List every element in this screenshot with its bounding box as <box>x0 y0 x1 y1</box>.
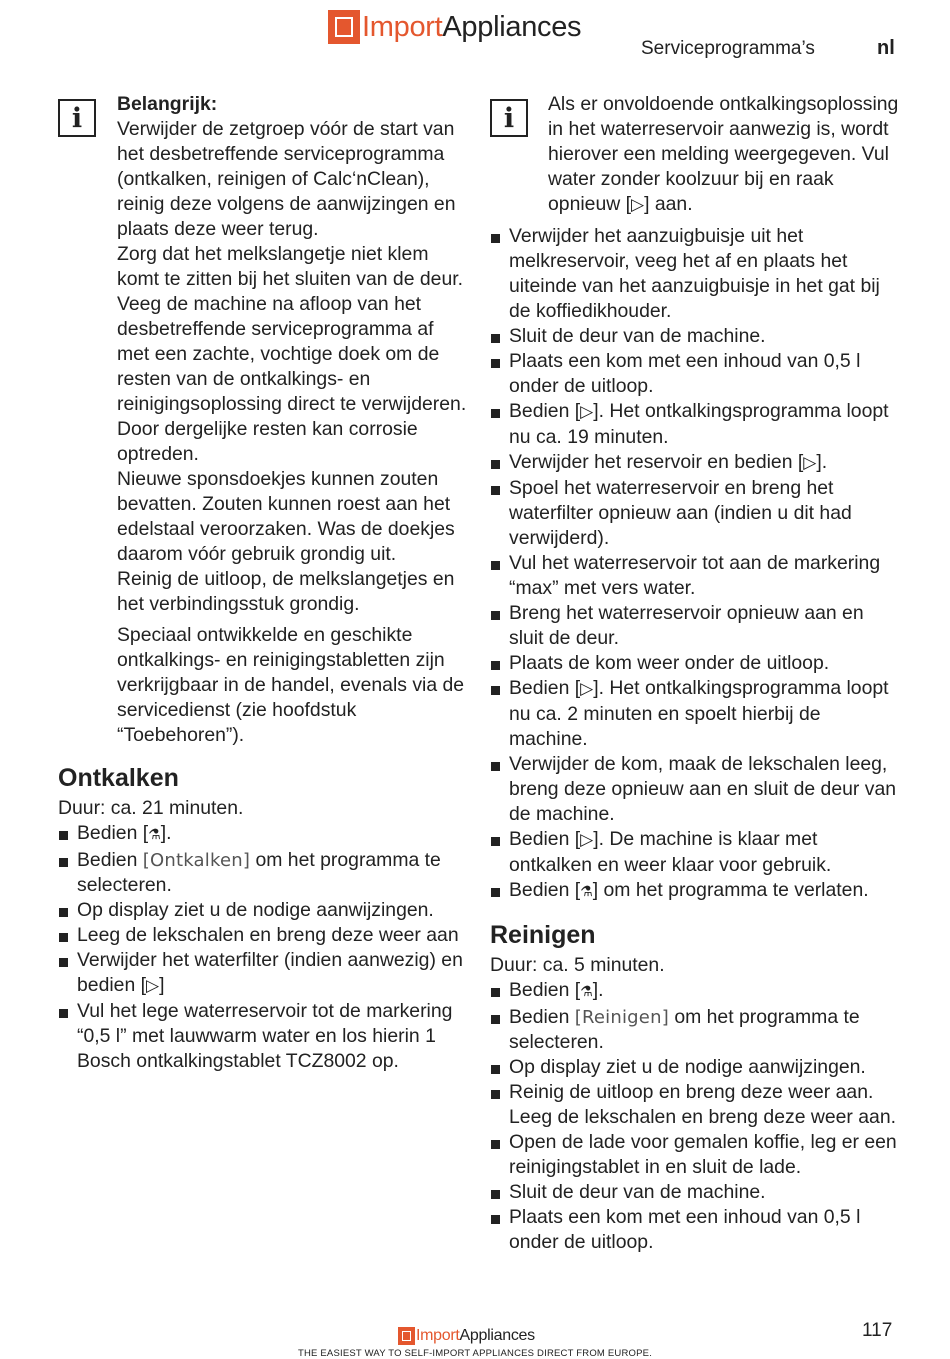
list-item: Verwijder het reservoir en bedien [▷]. <box>490 450 900 476</box>
list-item: Verwijder het aanzuigbuisje uit het melkreservoir, veeg het af en plaats het uiteinde van het aanzuigbuisje in het gat bij de koffiedikhouder. <box>490 224 900 324</box>
info-note <box>490 92 900 218</box>
duration-reinigen: Duur: ca. 5 minuten. <box>490 954 665 976</box>
reinigen-steps <box>490 978 900 1255</box>
start-icon: ▷ <box>803 453 817 473</box>
list-item: Plaats de kom weer onder de uitloop. <box>490 651 900 676</box>
note-paragraph: Verwijder de zetgroep vóór de start van het desbetreffende serviceprogramma (ontkalken, reinigen of Calc‘nClean), reinig deze volgens de aanwijzingen en plaats deze weer terug. <box>117 118 456 240</box>
logo-text: ImportAppliances <box>416 1327 535 1344</box>
note-title: Belangrijk: <box>117 93 218 115</box>
right-column <box>490 92 900 1255</box>
list-item: Bedien [Reinigen] om het programma te selecteren. <box>490 1005 900 1055</box>
list-item: Open de lade voor gemalen koffie, leg er een reinigingstablet in en sluit de lade. <box>490 1130 900 1180</box>
language-code: nl <box>877 37 895 59</box>
heading-reinigen: Reinigen <box>490 921 596 949</box>
list-item: Vul het waterreservoir tot aan de markering “max” met vers water. <box>490 551 900 601</box>
note-paragraph: Veeg de machine na afloop van het desbetreffende serviceprogramma af met een zachte, vochtige doek om de resten van de ontkalkings- en reinigingsoplossing direct te verwijderen. Door dergelijke resten kan corrosie optreden. <box>117 293 467 465</box>
start-icon: ▷ <box>631 195 645 215</box>
list-item: Reinig de uitloop en breng deze weer aan. Leeg de lekschalen en breng deze weer aan. <box>490 1080 900 1130</box>
list-item: Op display ziet u de nodige aanwijzingen. <box>58 898 468 923</box>
important-note <box>58 92 468 748</box>
header-logo <box>328 10 581 44</box>
list-item: Bedien [⚗]. <box>58 821 468 848</box>
list-item: Sluit de deur van de machine. <box>490 1180 900 1205</box>
list-item: Bedien [Ontkalken] om het programma te selecteren. <box>58 848 468 898</box>
list-item: Bedien [▷]. Het ontkalkingsprogramma loopt nu ca. 19 minuten. <box>490 399 900 450</box>
list-item: Spoel het waterreservoir en breng het waterfilter opnieuw aan (indien u dit had verwijderd). <box>490 476 900 551</box>
info-icon: i <box>58 99 96 137</box>
start-icon: ▷ <box>580 402 594 422</box>
section-title: Serviceprogramma’s <box>641 38 815 59</box>
ontkalken-steps <box>58 821 468 1074</box>
left-column <box>58 92 468 1074</box>
footer-tagline: THE EASIEST WAY TO SELF-IMPORT APPLIANCES DIRECT FROM EUROPE. <box>297 1348 653 1359</box>
page-number: 117 <box>862 1320 893 1341</box>
duration-ontkalken: Duur: ca. 21 minuten. <box>58 797 244 819</box>
list-item: Vul het lege waterreservoir tot de markering “0,5 l” met lauwwarm water en los hierin 1 Bosch ontkalkingstablet TCZ8002 op. <box>58 999 468 1074</box>
list-item: Breng het waterreservoir opnieuw aan en sluit de deur. <box>490 601 900 651</box>
note-paragraph: Reinig de uitloop, de melkslangetjes en het verbindingsstuk grondig. <box>117 568 455 615</box>
display-text: [Reinigen] <box>574 1007 669 1028</box>
list-item: Bedien [⚗]. <box>490 978 900 1005</box>
descale-icon: ⚗ <box>580 884 593 900</box>
logo-mark <box>398 1327 415 1345</box>
logo-mark <box>328 10 360 44</box>
list-item: Leeg de lekschalen en breng deze weer aan <box>58 923 468 948</box>
list-item: Op display ziet u de nodige aanwijzingen. <box>490 1055 900 1080</box>
note-paragraph: Als er onvoldoende ontkalkingsoplossing in het waterreservoir aanwezig is, wordt hierover een melding weergegeven. Vul water zonder koolzuur bij en raak opnieuw [▷] aan. <box>548 93 899 215</box>
info-icon: i <box>490 99 528 137</box>
descale-icon: ⚗ <box>148 827 161 843</box>
list-item: Verwijder de kom, maak de lekschalen leeg, breng deze opnieuw aan en sluit de deur van de machine. <box>490 752 900 827</box>
start-icon: ▷ <box>146 976 160 996</box>
display-text: [Ontkalken] <box>142 850 251 871</box>
footer-logo <box>398 1327 535 1345</box>
start-icon: ▷ <box>580 830 594 850</box>
list-item: Bedien [⚗] om het programma te verlaten. <box>490 878 900 905</box>
list-item: Plaats een kom met een inhoud van 0,5 l onder de uitloop. <box>490 1205 900 1255</box>
logo-text: ImportAppliances <box>362 10 582 43</box>
list-item: Bedien [▷]. Het ontkalkingsprogramma loopt nu ca. 2 minuten en spoelt hierbij de machine. <box>490 676 900 752</box>
heading-ontkalken: Ontkalken <box>58 764 179 792</box>
list-item: Bedien [▷]. De machine is klaar met ontkalken en weer klaar voor gebruik. <box>490 827 900 878</box>
note-extra: Speciaal ontwikkelde en geschikte ontkalkings- en reinigingstabletten zijn verkrijgbaar in de handel, evenals via de servicedienst (zie hoofdstuk “Toebehoren”). <box>117 624 465 746</box>
note-paragraph: Nieuwe sponsdoekjes kunnen zouten bevatten. Zouten kunnen roest aan het edelstaal veroorzaken. Was de doekjes daarom vóór gebruik grondig uit. <box>117 468 455 565</box>
start-icon: ▷ <box>580 679 594 699</box>
descale-icon: ⚗ <box>580 984 593 1000</box>
descale-steps <box>490 224 900 905</box>
list-item: Sluit de deur van de machine. <box>490 324 900 349</box>
note-paragraph: Zorg dat het melkslangetje niet klem komt te zitten bij het sluiten van de deur. <box>117 243 464 290</box>
list-item: Verwijder het waterfilter (indien aanwezig) en bedien [▷] <box>58 948 468 999</box>
list-item: Plaats een kom met een inhoud van 0,5 l onder de uitloop. <box>490 349 900 399</box>
